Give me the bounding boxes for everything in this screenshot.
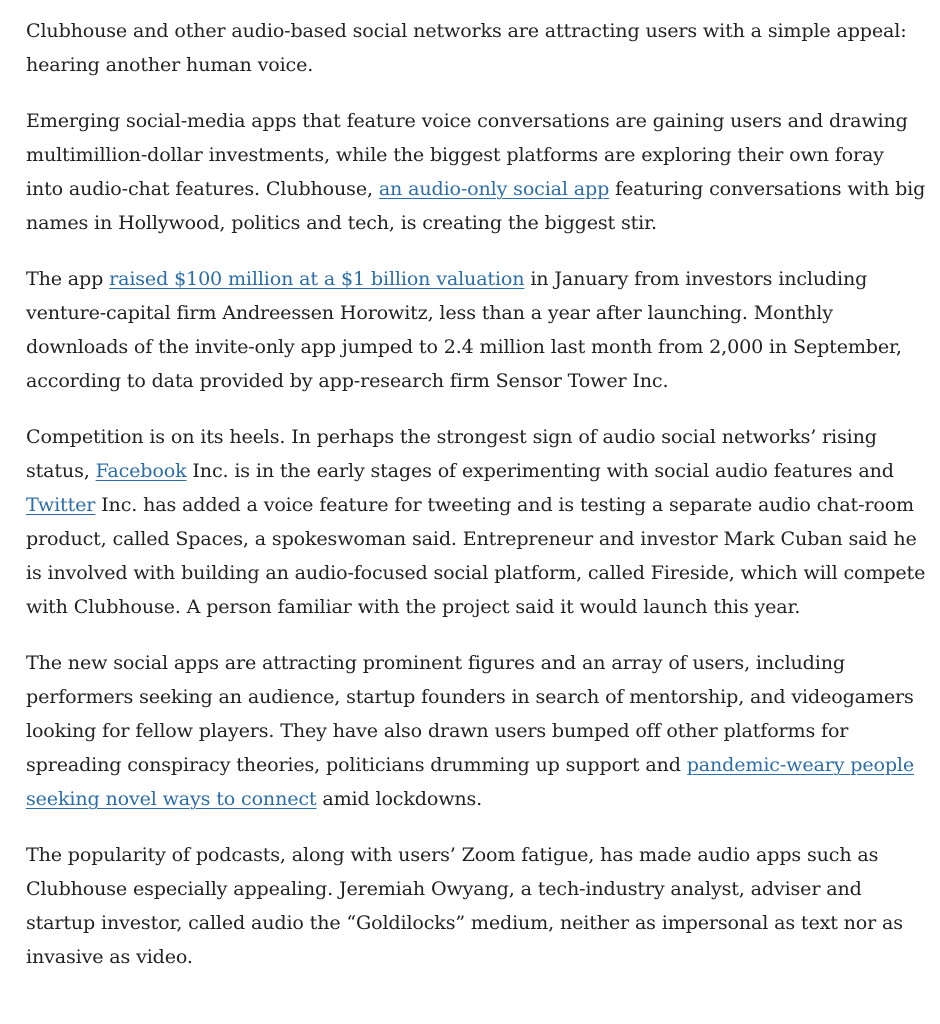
- paragraph-competition: [26, 420, 926, 624]
- paragraph-text: Inc. is in the early stages of experimenting with social audio features and: [186, 459, 894, 482]
- link-facebook[interactable]: Facebook: [95, 459, 187, 482]
- paragraph-text: in January from investors including venture-capital firm Andreessen Horowitz, less than a year after launching. Monthly downloads of the invite-only app jumped to 2.4 million last month from 2,000 in September, according to data provided by app-research firm Sensor Tower Inc.: [26, 267, 902, 392]
- link-twitter[interactable]: Twitter: [26, 493, 96, 516]
- paragraph-text: Clubhouse and other audio-based social networks are attracting users with a simple appeal: hearing another human voice.: [26, 19, 907, 76]
- link-audio-only-social-app[interactable]: an audio-only social app: [378, 177, 610, 200]
- paragraph-funding: [26, 262, 926, 398]
- paragraph-intro: [26, 14, 926, 82]
- paragraph-text: featuring conversations with big names in Hollywood, politics and tech, is creating the biggest stir.: [26, 177, 926, 234]
- paragraph-text: The app: [26, 267, 110, 290]
- paragraph-users: [26, 646, 926, 816]
- paragraph-text: The new social apps are attracting prominent figures and an array of users, including performers seeking an audience, startup founders in search of mentorship, and videogamers looking for fellow players. They have also drawn users bumped off other platforms for spreading conspiracy theories, politicians drumming up support and: [26, 651, 914, 776]
- paragraph-text: Emerging social-media apps that feature voice conversations are gaining users and drawing multimillion-dollar investments, while the biggest platforms are exploring their own foray into audio-chat features. Clubhouse,: [26, 109, 908, 200]
- paragraph-investments: [26, 104, 926, 240]
- link-raised-100-million[interactable]: raised $100 million at a $1 billion valuation: [109, 267, 525, 290]
- article-body: [26, 14, 926, 996]
- paragraph-text: amid lockdowns.: [316, 787, 483, 810]
- paragraph-popularity: [26, 838, 926, 974]
- paragraph-text: Competition is on its heels. In perhaps the strongest sign of audio social networks’ rising status,: [26, 425, 877, 482]
- paragraph-text: Inc. has added a voice feature for tweeting and is testing a separate audio chat-room product, called Spaces, a spokeswoman said. Entrepreneur and investor Mark Cuban said he is involved with building an audio-focused social platform, called Fireside, which will compete with Clubhouse. A person familiar with the project said it would launch this year.: [26, 493, 926, 618]
- paragraph-text: The popularity of podcasts, along with users’ Zoom fatigue, has made audio apps such as Clubhouse especially appealing. Jeremiah Owyang, a tech-industry analyst, adviser and startup investor, called audio the “Goldilocks” medium, neither as impersonal as text nor as invasive as video.: [26, 843, 903, 968]
- link-pandemic-weary-people[interactable]: pandemic-weary people seeking novel ways to connect: [26, 753, 914, 810]
